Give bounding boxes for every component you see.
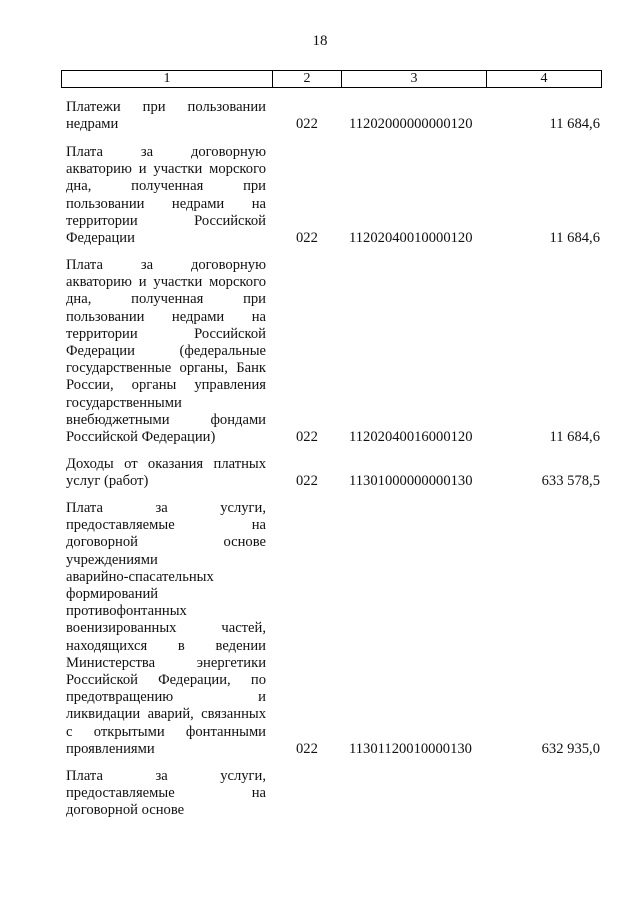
description-line: ликвидации аварий, связанных xyxy=(66,706,266,723)
description-line: Федерации xyxy=(66,230,135,247)
description-line: с открытыми фонтанными xyxy=(66,723,266,740)
row-budget-code: 11202000000000120 xyxy=(349,116,473,132)
description-line: договорной основе xyxy=(66,534,266,551)
row-admin-code: 022 xyxy=(296,230,318,246)
row-budget-code: 11202040016000120 xyxy=(349,429,473,445)
description-line: Плата за договорную xyxy=(66,144,266,160)
row-admin-code: 022 xyxy=(296,116,318,132)
header-col-1: 1 xyxy=(62,71,273,87)
description-line: акваторию и участки морского xyxy=(66,161,266,178)
description-line: государственные органы, Банк xyxy=(66,360,266,377)
row-description xyxy=(66,456,266,490)
page-number: 18 xyxy=(312,33,328,49)
row-budget-code: 11301120010000130 xyxy=(349,741,472,757)
description-line: дна, полученная при xyxy=(66,178,266,195)
description-line: дна, полученная при xyxy=(66,291,266,308)
description-line: Российской Федерации) xyxy=(66,429,216,446)
description-line: находящихся в ведении xyxy=(66,637,266,654)
description-line: предоставляемые на xyxy=(66,517,266,534)
description-line: территории Российской xyxy=(66,325,266,342)
description-line: аварийно-спасательных xyxy=(66,568,214,585)
description-line: недрами xyxy=(66,116,119,133)
header-col-4: 4 xyxy=(540,71,548,86)
description-line: военизированных частей, xyxy=(66,620,266,637)
row-admin-code: 022 xyxy=(296,429,318,445)
description-line: предоставляемые на xyxy=(66,785,266,802)
row-description xyxy=(66,257,266,446)
description-line: предотвращению и xyxy=(66,689,266,706)
row-description xyxy=(66,768,266,820)
description-line: услуг (работ) xyxy=(66,473,149,490)
description-line: Доходы от оказания платных xyxy=(66,456,266,472)
description-line: территории Российской xyxy=(66,212,266,229)
description-line: учреждениями xyxy=(66,551,158,568)
row-description xyxy=(66,99,266,133)
row-amount: 633 578,5 xyxy=(541,473,600,489)
row-amount: 11 684,6 xyxy=(549,429,600,445)
header-col-3: 3 xyxy=(342,71,487,87)
row-amount: 11 684,6 xyxy=(549,116,600,132)
description-line: Российской Федерации, по xyxy=(66,672,266,689)
description-line: договорной основе xyxy=(66,802,185,819)
row-budget-code: 11202040010000120 xyxy=(349,230,473,246)
description-line: пользовании недрами на xyxy=(66,308,266,325)
row-budget-code: 11301000000000130 xyxy=(349,473,473,489)
description-line: Плата за договорную xyxy=(66,257,266,273)
row-admin-code: 022 xyxy=(296,741,318,757)
description-line: России, органы управления xyxy=(66,377,266,394)
description-line: пользовании недрами на xyxy=(66,195,266,212)
description-line: Министерства энергетики xyxy=(66,654,266,671)
description-line: Плата за услуги, xyxy=(66,500,266,516)
table-header xyxy=(61,70,602,88)
row-description xyxy=(66,144,266,247)
description-line: проявлениями xyxy=(66,740,155,757)
description-line: Федерации (федеральные xyxy=(66,343,266,360)
description-line: государственными xyxy=(66,394,182,411)
row-description xyxy=(66,500,266,758)
description-line: формирований xyxy=(66,586,159,603)
header-col-2: 2 xyxy=(273,71,342,87)
description-line: внебюджетными фондами xyxy=(66,411,266,428)
row-amount: 632 935,0 xyxy=(541,741,600,757)
description-line: Плата за услуги, xyxy=(66,768,266,784)
description-line: Платежи при пользовании xyxy=(66,99,266,115)
row-amount: 11 684,6 xyxy=(549,230,600,246)
row-admin-code: 022 xyxy=(296,473,318,489)
description-line: акваторию и участки морского xyxy=(66,274,266,291)
description-line: противофонтанных xyxy=(66,603,187,620)
